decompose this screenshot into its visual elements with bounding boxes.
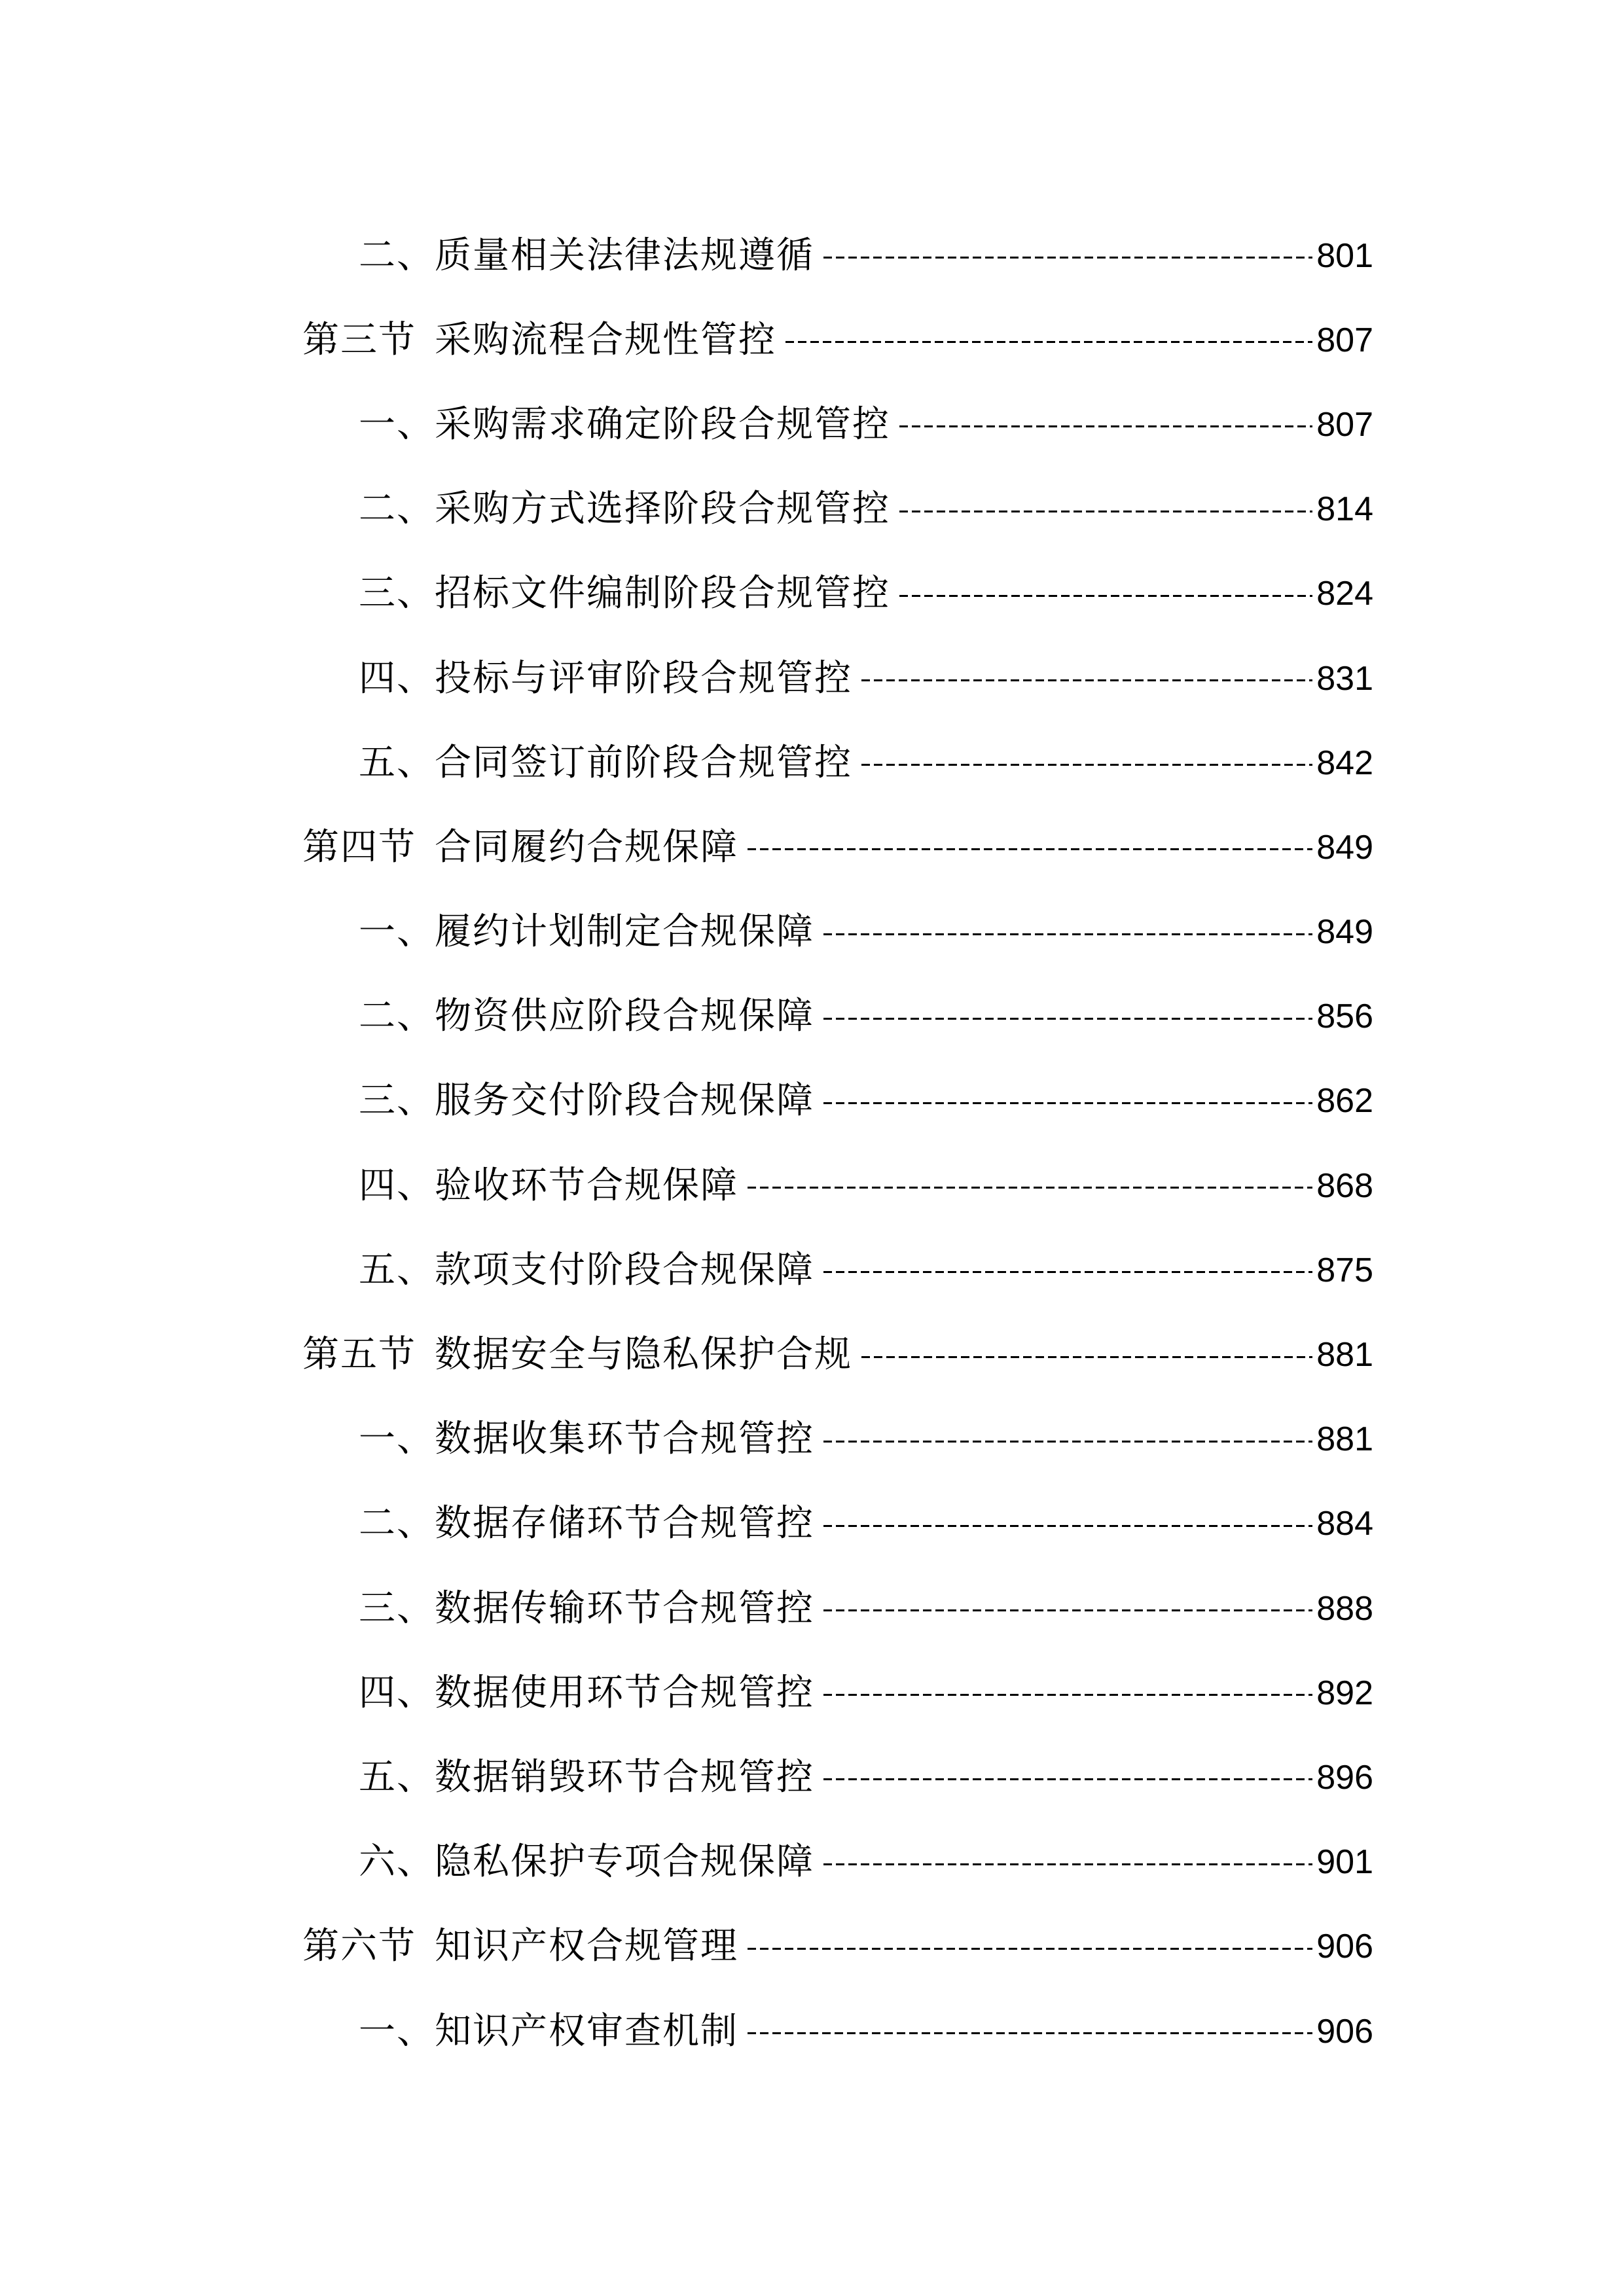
toc-page-number: 849 bbox=[1316, 913, 1373, 952]
toc-entry-label: 知识产权合规管理 bbox=[435, 1925, 738, 1968]
toc-subsection-entry[interactable] bbox=[302, 1397, 1373, 1482]
toc-subsection-entry[interactable] bbox=[302, 1482, 1373, 1566]
toc-entry-title bbox=[302, 1925, 738, 1968]
toc-entry-label: 数据安全与隐私保护合规 bbox=[435, 1333, 852, 1376]
toc-subsection-entry[interactable] bbox=[302, 1143, 1373, 1228]
toc-entry-label: 五、合同签订前阶段合规管控 bbox=[359, 741, 852, 784]
toc-subsection-entry[interactable] bbox=[302, 1820, 1373, 1905]
toc-page-number: 906 bbox=[1316, 2012, 1373, 2051]
toc-entry-label: 三、招标文件编制阶段合规管控 bbox=[359, 572, 890, 615]
toc-entry-title bbox=[359, 1671, 814, 1714]
toc-dot-leader bbox=[861, 679, 1312, 681]
toc-subsection-entry[interactable] bbox=[302, 1566, 1373, 1651]
toc-entry-title bbox=[359, 1079, 814, 1122]
toc-entry-label: 二、质量相关法律法规遵循 bbox=[359, 234, 814, 277]
toc-entry-label: 四、投标与评审阶段合规管控 bbox=[359, 656, 852, 700]
toc-subsection-entry[interactable] bbox=[302, 1059, 1373, 1143]
toc-dot-leader bbox=[899, 595, 1312, 597]
toc-entry-label: 四、验收环节合规保障 bbox=[359, 1164, 738, 1207]
toc-entry-title bbox=[359, 656, 852, 700]
toc-section-number: 第三节 bbox=[302, 318, 416, 361]
toc-entry-title bbox=[302, 825, 738, 869]
toc-entry-label: 合同履约合规保障 bbox=[435, 825, 738, 869]
toc-page-number: 896 bbox=[1316, 1758, 1373, 1797]
toc-entry-label: 一、知识产权审查机制 bbox=[359, 2009, 738, 2053]
toc-page-number: 881 bbox=[1316, 1336, 1373, 1374]
toc-subsection-entry[interactable] bbox=[302, 636, 1373, 721]
toc-entry-label: 四、数据使用环节合规管控 bbox=[359, 1671, 814, 1714]
toc-dot-leader bbox=[861, 764, 1312, 766]
toc-page-number: 906 bbox=[1316, 1928, 1373, 1966]
toc-subsection-entry[interactable] bbox=[302, 890, 1373, 975]
toc-section-number: 第四节 bbox=[302, 825, 416, 869]
toc-entry-title bbox=[359, 1164, 738, 1207]
toc-entry-title bbox=[359, 995, 814, 1038]
toc-page-number: 814 bbox=[1316, 490, 1373, 529]
toc-entry-label: 采购流程合规性管控 bbox=[435, 318, 776, 361]
table-of-contents bbox=[302, 213, 1373, 2073]
toc-dot-leader bbox=[899, 511, 1312, 512]
toc-subsection-entry[interactable] bbox=[302, 213, 1373, 298]
toc-entry-title bbox=[359, 741, 852, 784]
toc-dot-leader bbox=[748, 1948, 1312, 1950]
toc-entry-label: 二、数据存储环节合规管控 bbox=[359, 1502, 814, 1545]
toc-page-number: 884 bbox=[1316, 1505, 1373, 1543]
toc-page-number: 888 bbox=[1316, 1589, 1373, 1628]
toc-entry-title bbox=[359, 234, 814, 277]
toc-entry-title bbox=[359, 2009, 738, 2053]
toc-dot-leader bbox=[823, 933, 1312, 935]
toc-section-entry[interactable] bbox=[302, 805, 1373, 889]
toc-page-number: 892 bbox=[1316, 1674, 1373, 1712]
toc-section-number: 第六节 bbox=[302, 1925, 416, 1968]
toc-subsection-entry[interactable] bbox=[302, 1651, 1373, 1735]
toc-subsection-entry[interactable] bbox=[302, 1735, 1373, 1820]
toc-page-number: 807 bbox=[1316, 405, 1373, 444]
toc-page-number: 901 bbox=[1316, 1843, 1373, 1882]
toc-dot-leader bbox=[823, 1102, 1312, 1104]
toc-entry-title bbox=[359, 1755, 814, 1799]
toc-dot-leader bbox=[748, 1187, 1312, 1189]
toc-page-number: 824 bbox=[1316, 575, 1373, 613]
toc-dot-leader bbox=[823, 257, 1312, 259]
toc-entry-label: 五、数据销毁环节合规管控 bbox=[359, 1755, 814, 1799]
toc-dot-leader bbox=[785, 341, 1312, 343]
toc-entry-title bbox=[359, 1248, 814, 1291]
toc-section-entry[interactable] bbox=[302, 1312, 1373, 1397]
toc-dot-leader bbox=[899, 425, 1312, 427]
toc-entry-label: 一、履约计划制定合规保障 bbox=[359, 910, 814, 954]
toc-page-number: 856 bbox=[1316, 997, 1373, 1036]
toc-page-number: 807 bbox=[1316, 321, 1373, 359]
toc-section-entry[interactable] bbox=[302, 1905, 1373, 1989]
toc-dot-leader bbox=[823, 1525, 1312, 1527]
toc-subsection-entry[interactable] bbox=[302, 721, 1373, 805]
toc-dot-leader bbox=[823, 1863, 1312, 1865]
toc-dot-leader bbox=[823, 1609, 1312, 1611]
toc-entry-title bbox=[302, 318, 776, 361]
toc-page-number: 875 bbox=[1316, 1251, 1373, 1289]
toc-entry-label: 三、数据传输环节合规管控 bbox=[359, 1587, 814, 1630]
toc-entry-title bbox=[359, 1840, 814, 1884]
toc-dot-leader bbox=[823, 1694, 1312, 1696]
toc-entry-title bbox=[359, 910, 814, 954]
toc-entry-label: 二、采购方式选择阶段合规管控 bbox=[359, 488, 890, 531]
toc-entry-label: 三、服务交付阶段合规保障 bbox=[359, 1079, 814, 1122]
toc-dot-leader bbox=[823, 1778, 1312, 1780]
toc-dot-leader bbox=[823, 1018, 1312, 1020]
toc-subsection-entry[interactable] bbox=[302, 552, 1373, 636]
toc-entry-label: 一、数据收集环节合规管控 bbox=[359, 1418, 814, 1461]
toc-entry-label: 五、款项支付阶段合规保障 bbox=[359, 1248, 814, 1291]
toc-page-number: 849 bbox=[1316, 828, 1373, 867]
toc-subsection-entry[interactable] bbox=[302, 1228, 1373, 1312]
toc-page-number: 801 bbox=[1316, 236, 1373, 275]
toc-section-number: 第五节 bbox=[302, 1333, 416, 1376]
toc-dot-leader bbox=[823, 1441, 1312, 1443]
toc-entry-title bbox=[359, 403, 890, 446]
toc-subsection-entry[interactable] bbox=[302, 467, 1373, 552]
toc-dot-leader bbox=[748, 848, 1312, 850]
toc-entry-label: 六、隐私保护专项合规保障 bbox=[359, 1840, 814, 1884]
toc-page-number: 881 bbox=[1316, 1420, 1373, 1459]
toc-page-number: 862 bbox=[1316, 1082, 1373, 1121]
toc-dot-leader bbox=[823, 1271, 1312, 1273]
toc-entry-title bbox=[359, 1587, 814, 1630]
toc-entry-label: 二、物资供应阶段合规保障 bbox=[359, 995, 814, 1038]
toc-entry-title bbox=[359, 488, 890, 531]
toc-page-number: 868 bbox=[1316, 1166, 1373, 1205]
toc-entry-label: 一、采购需求确定阶段合规管控 bbox=[359, 403, 890, 446]
toc-entry-title bbox=[359, 572, 890, 615]
toc-section-entry[interactable] bbox=[302, 298, 1373, 382]
toc-dot-leader bbox=[748, 2032, 1312, 2034]
toc-subsection-entry[interactable] bbox=[302, 1989, 1373, 2073]
toc-subsection-entry[interactable] bbox=[302, 382, 1373, 467]
toc-entry-title bbox=[302, 1333, 852, 1376]
toc-subsection-entry[interactable] bbox=[302, 975, 1373, 1059]
toc-page-number: 831 bbox=[1316, 659, 1373, 698]
toc-page-number: 842 bbox=[1316, 744, 1373, 782]
toc-dot-leader bbox=[861, 1356, 1312, 1358]
toc-entry-title bbox=[359, 1418, 814, 1461]
toc-entry-title bbox=[359, 1502, 814, 1545]
